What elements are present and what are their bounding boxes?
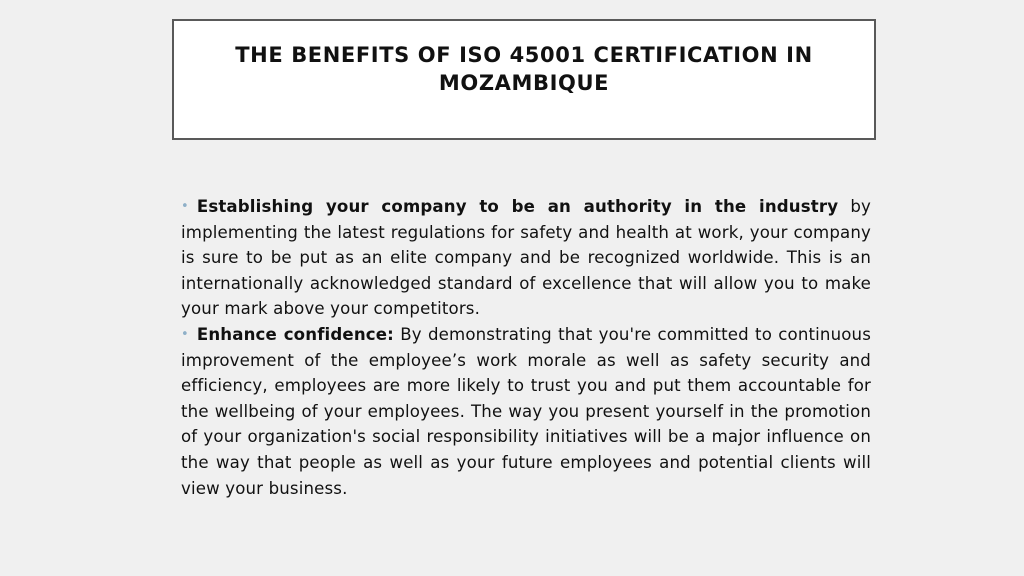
bullet-dot-icon: •: [181, 326, 189, 342]
bullet-item-authority: [181, 194, 871, 322]
bullet-text: by implementing the latest regulations for safety and health at work, your company is sure to be put as an elite company and be recognized worldwide. This is an internationally acknowledged standard of excellence that will allow you to make your mark above your competitors.: [181, 197, 871, 319]
title-box: [172, 19, 876, 140]
slide-title: THE BENEFITS OF ISO 45001 CERTIFICATION IN MOZAMBIQUE: [235, 43, 813, 95]
bullet-item-confidence: [181, 322, 871, 501]
bullet-list: [181, 194, 871, 501]
bullet-lead: Enhance confidence:: [196, 324, 394, 344]
bullet-lead: Establishing your company to be an authority in the industry: [196, 197, 839, 216]
bullet-dot-icon: •: [181, 199, 189, 214]
bullet-text: By demonstrating that you're committed to continuous improvement of the employee’s work morale as well as safety security and efficiency, employees are more likely to trust you and put them accountable for the wellbeing of your employees. The way you present yourself in the promotion of your organization's social responsibility initiatives will be a major influence on the way that people as well as your future employees and potential clients will view your business.: [181, 324, 872, 498]
